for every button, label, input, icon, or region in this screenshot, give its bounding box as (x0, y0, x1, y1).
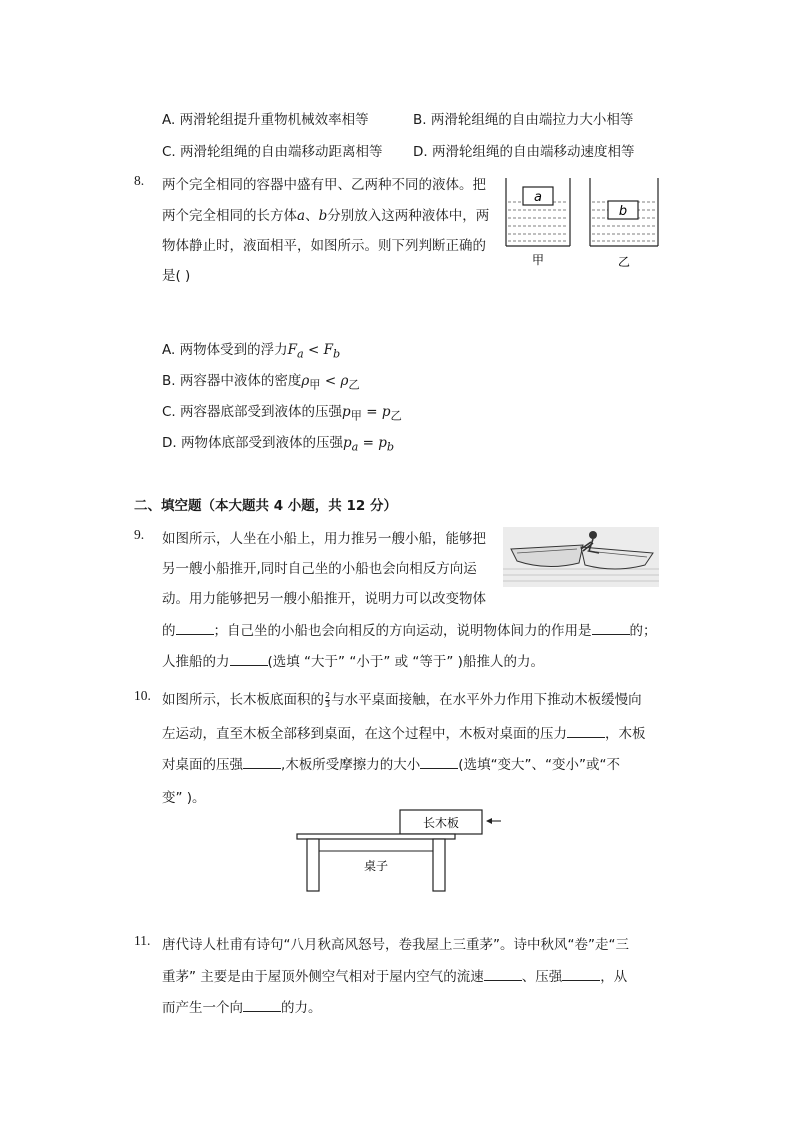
container-yi (590, 178, 658, 269)
section-heading: 二、填空题（本大题共 4 小题，共 12 分） (134, 498, 397, 514)
q9-line2: 另一艘小船推开,同时自己坐的小船也会向相反方向运 (162, 561, 477, 577)
container-jia-label: 甲 (531, 253, 545, 267)
q9-boats-figure (503, 527, 659, 587)
table-leg-left (307, 839, 319, 891)
q8-stem-line1: 两个完全相同的容器中盛有甲、乙两种不同的液体。把 (162, 177, 486, 193)
q11-blank-3[interactable] (243, 999, 281, 1012)
q10-blank-2[interactable] (243, 756, 281, 769)
q10-line3: 对桌面的压强 ,木板所受摩擦力的大小 (选填“变大”、“变小”或“不 (162, 757, 621, 773)
q10-line4: 变” )。 (162, 790, 206, 806)
person-head (589, 531, 597, 539)
table-top (297, 834, 455, 839)
q9-blank-2[interactable] (592, 622, 630, 635)
q8-stem-line3: 物体静止时，液面相平，如图所示。则下列判断正确的 (162, 238, 486, 254)
q8-stem-line2: 两个完全相同的长方体a、b分别放入这两种液体中，两 (162, 208, 490, 224)
q8-number: 8. (134, 173, 145, 188)
q9-line5: 人推船的力 (选填 “大于” “小于” 或 “等于” )船推人的力。 (162, 654, 544, 670)
q10-number: 10. (134, 688, 151, 703)
container-yi-label: 乙 (617, 255, 631, 269)
q7-option-d: D. 两滑轮组绳的自由端移动速度相等 (413, 144, 635, 160)
q11-line3: 而产生一个向 的力。 (162, 1000, 322, 1016)
q11-line2: 重茅” 主要是由于屋顶外侧空气相对于屋内空气的流速 、压强 ，从 (162, 969, 628, 985)
q10-blank-3[interactable] (420, 756, 458, 769)
fraction-two-thirds: $\frac{2}{3}$ (325, 690, 331, 709)
q9-line4: 的 ；自己坐的小船也会向相反的方向运动，说明物体间力的作用是 的； (162, 623, 657, 639)
q11-line1: 唐代诗人杜甫有诗句“八月秋高风怒号，卷我屋上三重茅”。诗中秋风“卷”走“三 (162, 937, 629, 953)
q10-line2: 左运动，直至木板全部移到桌面，在这个过程中，木板对桌面的压力 ，木板 (162, 726, 646, 742)
table-label: 桌子 (363, 859, 389, 873)
q11-blank-2[interactable] (562, 968, 600, 981)
q9-blank-3[interactable] (230, 653, 268, 666)
q7-option-a: A. 两滑轮组提升重物机械效率相等 (162, 112, 369, 128)
q8-stem-line4: 是( ) (162, 268, 191, 284)
q9-line1: 如图所示，人坐在小船上，用力推另一艘小船，能够把 (162, 531, 486, 547)
q9-number: 9. (134, 527, 145, 542)
block-a-label: a (534, 190, 542, 205)
q8-option-b: B. 两容器中液体的密度$\rho_甲 < \rho_乙$ (162, 373, 360, 392)
q10-table-figure (295, 806, 505, 896)
q11-number: 11. (134, 933, 151, 948)
q10-blank-1[interactable] (567, 725, 605, 738)
q7-option-b: B. 两滑轮组绳的自由端拉力大小相等 (413, 112, 634, 128)
q8-option-c: C. 两容器底部受到液体的压强$p_甲 = p_乙$ (162, 404, 402, 423)
q11-blank-1[interactable] (484, 968, 522, 981)
board-label: 长木板 (422, 816, 460, 830)
q8-option-d: D. 两物体底部受到液体的压强$p_a = p_b$ (162, 435, 395, 454)
block-b-label: b (618, 204, 628, 219)
q7-option-c: C. 两滑轮组绳的自由端移动距离相等 (162, 144, 383, 160)
q10-line1: 如图所示，长木板底面积的 $\frac{2}{3}$ 与水平桌面接触，在水平外力作用下推动木板缓慢向 (162, 690, 642, 709)
q8-containers-figure (502, 174, 664, 272)
container-jia (506, 178, 570, 267)
table-leg-right (433, 839, 445, 891)
q9-line3: 动。用力能够把另一艘小船推开，说明力可以改变物体 (162, 591, 486, 607)
q8-option-a: A. 两物体受到的浮力$F_a < F_b$ (162, 342, 341, 361)
q9-blank-1[interactable] (176, 622, 214, 635)
